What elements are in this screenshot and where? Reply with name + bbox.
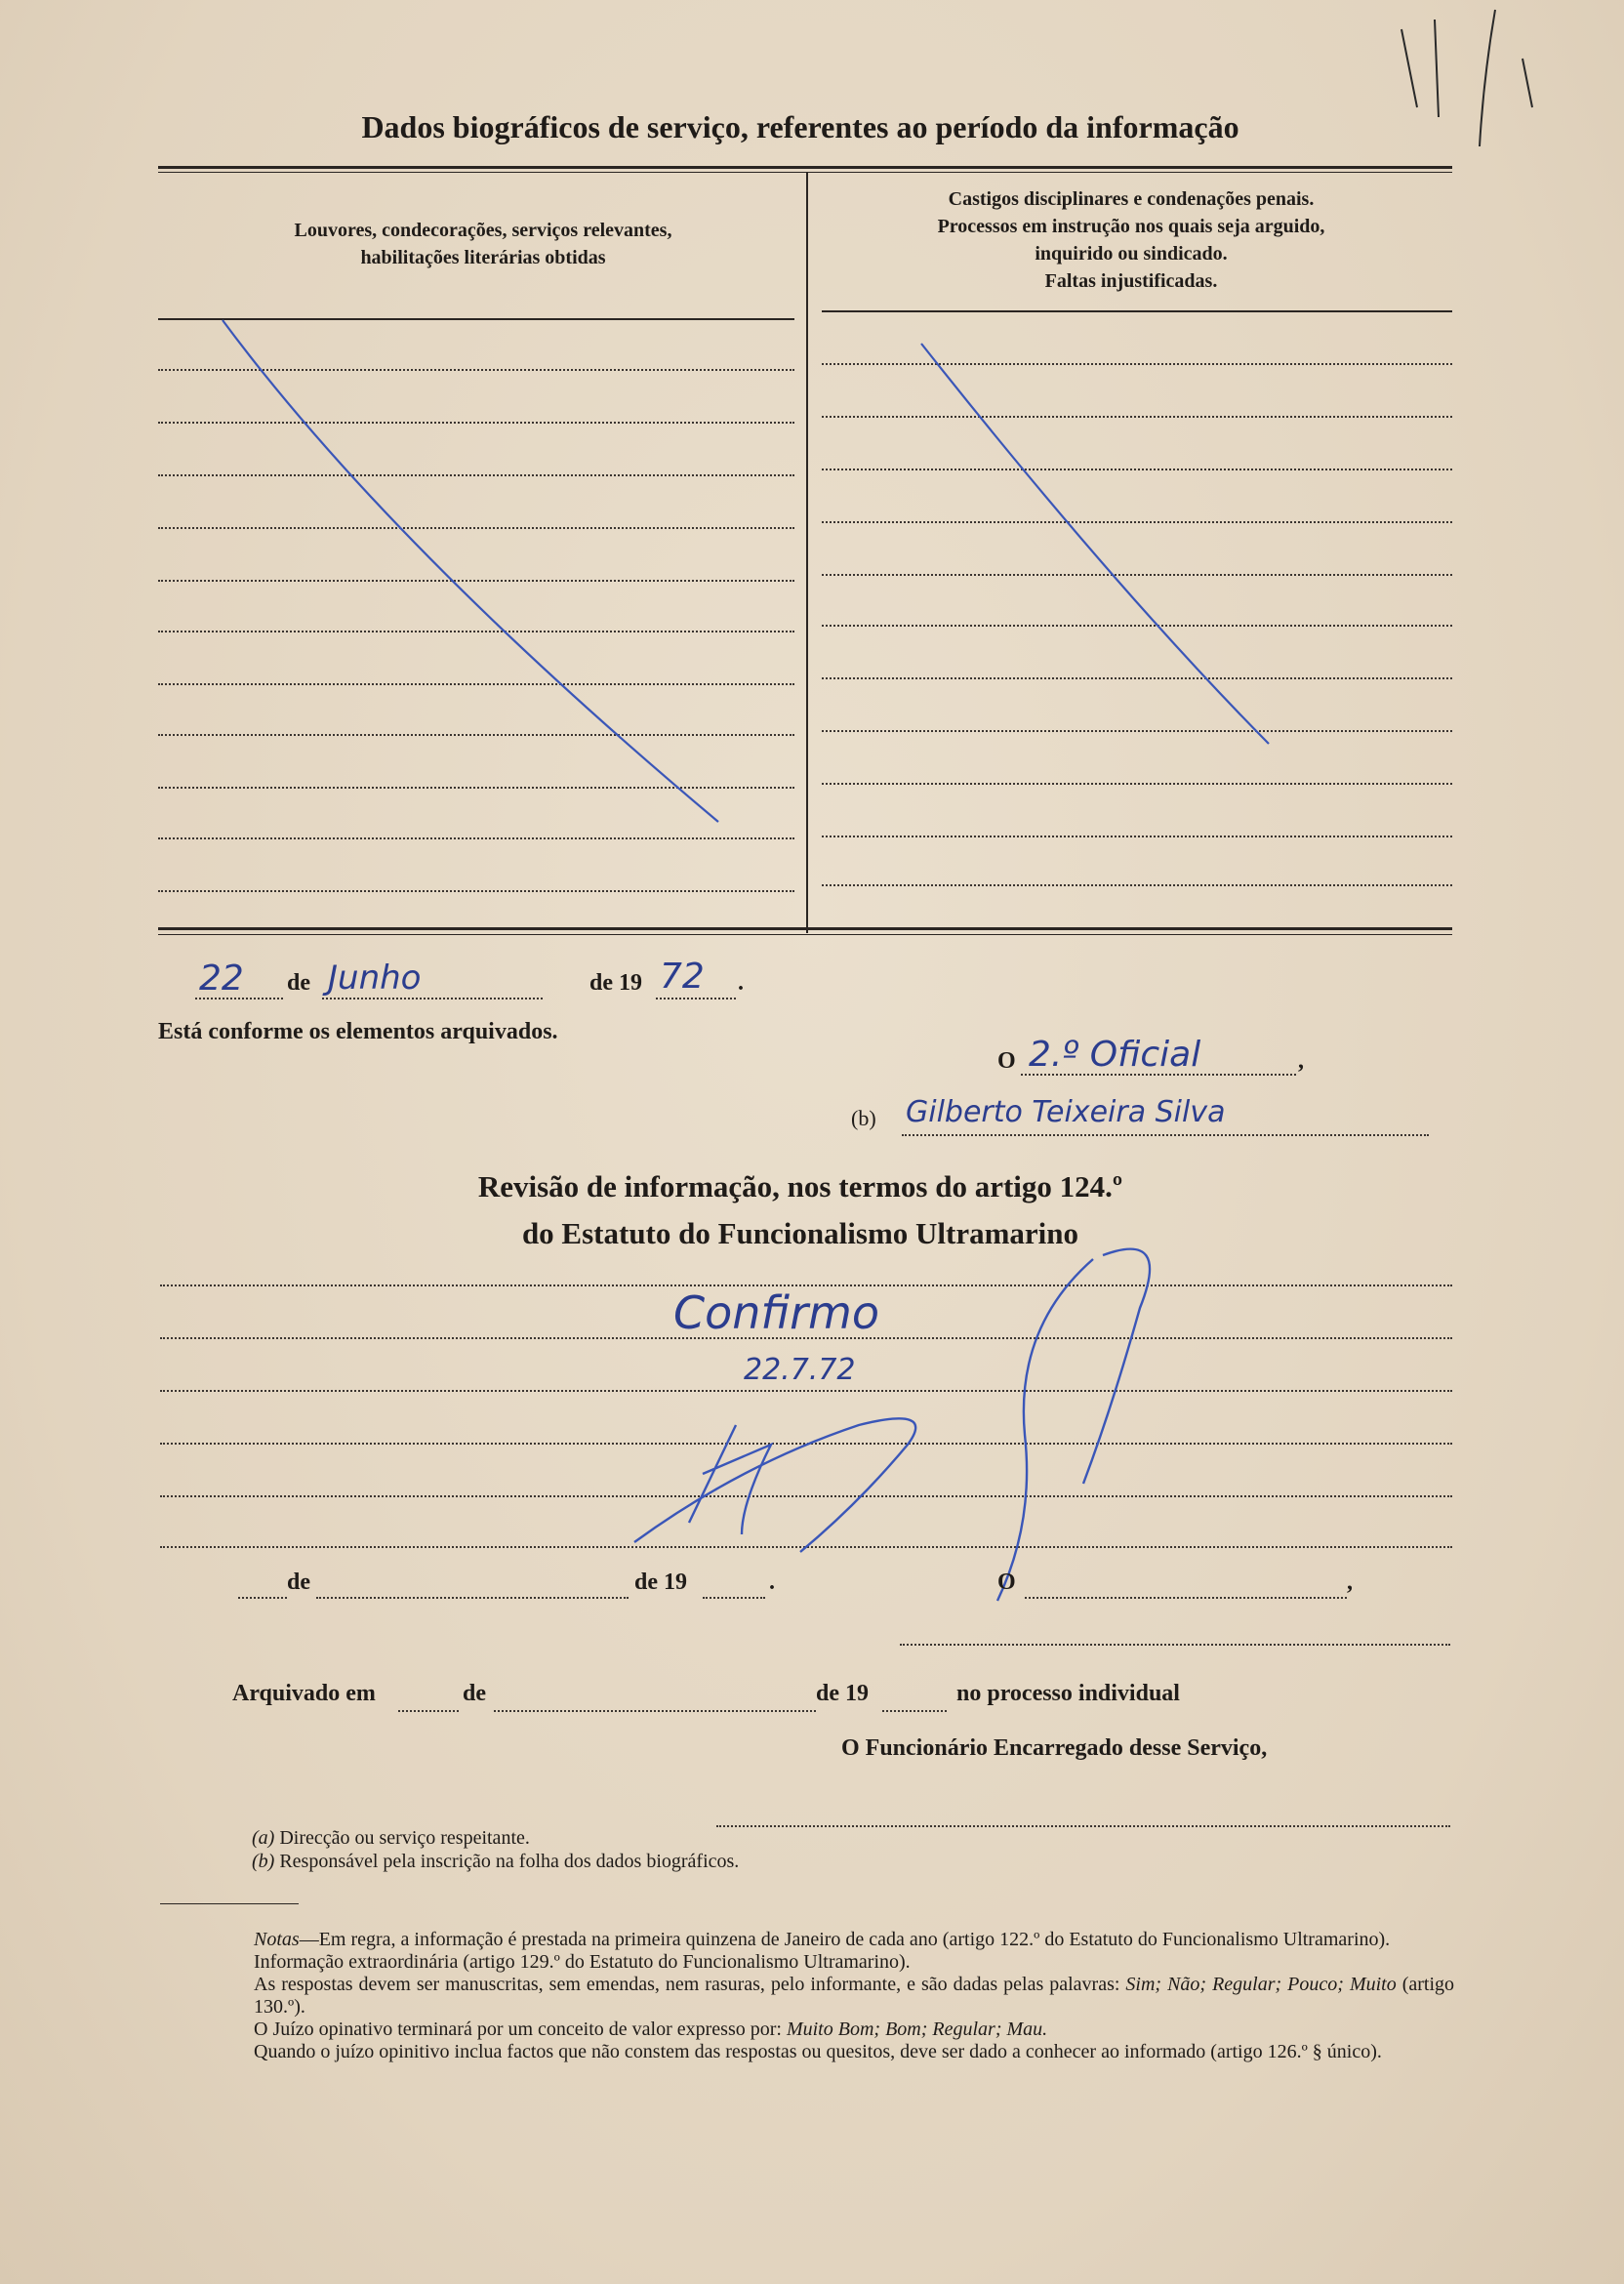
notes-block: Notas—Em regra, a informação é prestada na primeira quinzena de Janeiro de cada ano (artigo 122.º do Estatuto do Funcionalismo Ultramarino). Informação extraordinária (artigo 129.º do Estatuto do Funcionalismo Ultramarino). As respostas devem ser manuscritas, sem emendas, nem rasuras, pelo informante, e são dadas pelas palavras: Sim; Não; Regular; Pouco; Muito (artigo 130.º). O Juízo opinativo terminará por um conceito de valor expresso por: Muito Bom; Bom; Regular; Mau. Quando o juízo opinitivo inclua factos que não constem das respostas ou quesitos, deve ser dado a conhecer ao informado (artigo 126.º § único). (254, 1929, 1455, 2062)
handwritten-confirmation: Confirmo (673, 1286, 879, 1339)
date-period: . (738, 970, 744, 996)
archived-in-label: Arquivado em (232, 1681, 376, 1706)
signature-comma: , (1298, 1048, 1304, 1074)
footnote-b: (b) Responsável pela inscrição na folha dos dados biográficos. (252, 1851, 740, 1872)
handwritten-role: 2.º Oficial (1029, 1035, 1201, 1075)
handwritten-name: Gilberto Teixeira Silva (906, 1095, 1226, 1129)
archive-de-label: de (463, 1681, 486, 1706)
date-year-label: de 19 (589, 970, 642, 996)
handwritten-revision-date: 22.7.72 (744, 1353, 856, 1387)
right-column-header: Castigos disciplinares e condenações penais. Processos em instrução nos quais seja arguido, inquirido ou sindicado. Faltas injustificadas. (937, 188, 1325, 292)
footnote-a: (a) Direcção ou serviço respeitante. (252, 1827, 530, 1849)
b-reference-label: (b) (851, 1106, 876, 1130)
individual-process-label: no processo individual (956, 1681, 1180, 1706)
official-in-charge-label: O Funcionário Encarregado desse Serviço, (841, 1735, 1268, 1761)
revision-de-label: de (287, 1570, 310, 1595)
signature-o-label: O (997, 1048, 1016, 1074)
revision-heading: Revisão de informação, nos termos do artigo 124.º do Estatuto do Funcionalismo Ultramarino (477, 1169, 1123, 1250)
handwritten-month: Junho (328, 958, 422, 998)
left-column-header: Louvores, condecorações, serviços relevantes, habilitações literárias obtidas (294, 220, 672, 268)
notes-label: Notas (254, 1929, 300, 1950)
date-de-label: de (287, 970, 310, 996)
revision-date-period: . (769, 1570, 775, 1595)
conformity-statement: Está conforme os elementos arquivados. (158, 1019, 558, 1044)
handwritten-year: 72 (660, 957, 705, 997)
page-title: Dados biográficos de serviço, referentes ao período da informação (361, 109, 1239, 144)
handwritten-day: 22 (199, 958, 244, 999)
revision-o-label: O (997, 1570, 1016, 1595)
revision-comma: , (1347, 1570, 1353, 1595)
archive-year-label: de 19 (816, 1681, 869, 1706)
revision-year-label: de 19 (634, 1570, 687, 1595)
